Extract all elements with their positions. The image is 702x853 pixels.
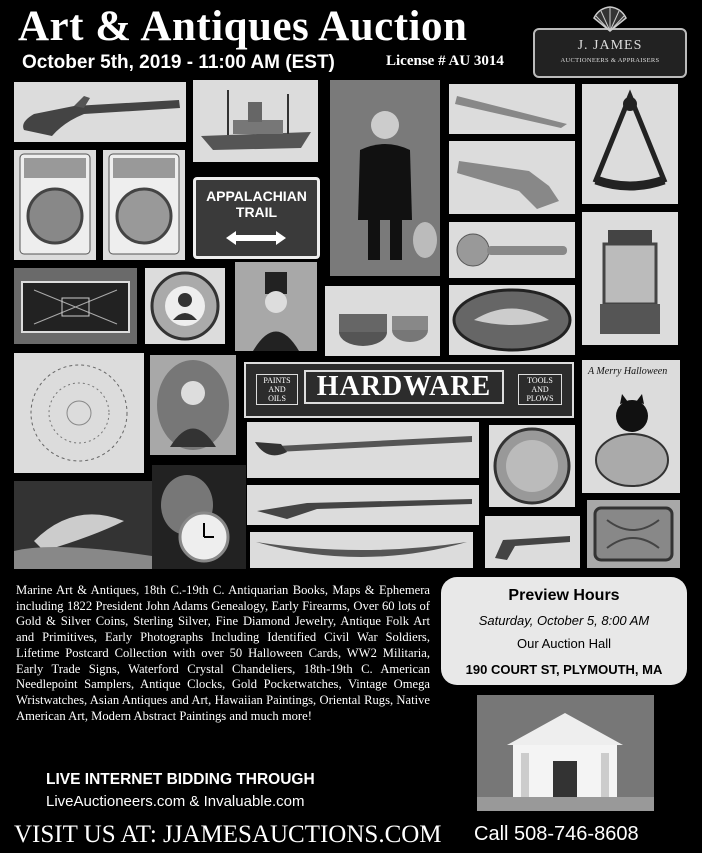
appalachian-trail-sign-photo bbox=[193, 177, 320, 259]
needlepoint-sampler-photo bbox=[14, 353, 144, 473]
butter-stamp-photo bbox=[449, 141, 575, 214]
company-logo bbox=[533, 28, 687, 78]
preview-location: Our Auction Hall bbox=[517, 636, 611, 651]
auction-hall-photo bbox=[477, 695, 654, 811]
halloween-postcard-photo bbox=[582, 360, 680, 493]
pie-crimper-photo bbox=[449, 222, 575, 278]
silver-dollar-photo bbox=[489, 425, 575, 507]
tintype-portrait-photo bbox=[235, 262, 317, 351]
hardware-sign-main: HARDWARE bbox=[304, 370, 504, 404]
license-number: License # AU 3014 bbox=[386, 53, 504, 69]
shell-icon bbox=[591, 6, 629, 32]
civil-war-soldier-photo bbox=[150, 355, 236, 455]
logo-name: J. JAMES bbox=[577, 38, 643, 53]
model-canoe-photo bbox=[250, 532, 473, 568]
preview-title: Preview Hours bbox=[508, 587, 620, 604]
halloween-card-text: A Merry Halloween bbox=[588, 366, 668, 377]
hardware-trade-sign-photo bbox=[244, 362, 574, 418]
pocket-pistol-photo bbox=[485, 516, 580, 568]
live-bidding-sites: LiveAuctioneers.com & Invaluable.com bbox=[46, 793, 305, 810]
preview-time: Saturday, October 5, 8:00 AM bbox=[478, 613, 650, 628]
swimmer-painting-photo bbox=[14, 481, 152, 569]
lincoln-plate-photo bbox=[145, 268, 225, 344]
pocketwatch-photo bbox=[152, 465, 246, 569]
website-link[interactable]: VISIT US AT: JJAMESAUCTIONS.COM bbox=[14, 821, 442, 848]
trail-sign-line1: APPALACHIAN bbox=[206, 188, 307, 204]
preview-address: 190 COURT ST, PLYMOUTH, MA bbox=[465, 662, 663, 677]
graded-coin-photo-1 bbox=[14, 150, 96, 260]
cavalry-sword-photo bbox=[247, 422, 479, 478]
auction-description: Marine Art & Antiques, 18th C.-19th C. Antiquarian Books, Maps & Ephemera including 1822 President John Adams Genealogy, Early Firearms, Over 60 lots of Gold & Silver Coins, Sterling Silver, Fine Diamond Jewelry, Antique Folk Art and Primitives, Early Photographs Including Identified Civil War Soldiers, Lifetime Postcard Collection with over 50 Halloween Cards, WW2 Militaria, Early Trade Signs, Waterford Crystal Chandeliers, 18th-19th C. American Needlepoint Samplers, Antique Clocks, Gold Pocketwatches, Vintage Omega Wristwatches, Asian Antiques and Art, Hawaiian Paintings, Oriental Rugs, Native American Art, Modern Abstract Paintings and much more! bbox=[16, 583, 430, 723]
auction-title: Art & Antiques Auction bbox=[18, 3, 468, 50]
live-bidding-heading: LIVE INTERNET BIDDING THROUGH bbox=[46, 771, 315, 788]
flintlock-pistol-photo bbox=[14, 82, 186, 142]
ship-model-photo bbox=[193, 80, 318, 162]
preview-hours-box bbox=[441, 577, 687, 685]
shaker-boxes-photo bbox=[325, 286, 440, 356]
hardware-sign-left: PAINTS AND OILS bbox=[256, 374, 298, 405]
graded-coin-photo-2 bbox=[103, 150, 185, 260]
ship-lantern-photo bbox=[582, 212, 678, 345]
phone-number[interactable]: Call 508-746-8608 bbox=[474, 823, 639, 845]
portrait-painting-photo bbox=[330, 80, 440, 276]
eagle-plaque-photo bbox=[449, 285, 575, 355]
logo-tagline: AUCTIONEERS & APPRAISERS bbox=[560, 57, 660, 64]
sextant-photo bbox=[582, 84, 678, 204]
carved-tool-photo bbox=[449, 84, 575, 134]
double-arrow-icon bbox=[224, 230, 288, 246]
auction-date: October 5th, 2019 - 11:00 AM (EST) bbox=[22, 52, 335, 73]
inlaid-box-photo bbox=[14, 268, 137, 344]
belt-buckle-photo bbox=[587, 500, 680, 568]
hardware-sign-right: TOOLS AND PLOWS bbox=[518, 374, 562, 405]
musket-photo bbox=[247, 485, 479, 525]
trail-sign-line2: TRAIL bbox=[235, 204, 278, 220]
